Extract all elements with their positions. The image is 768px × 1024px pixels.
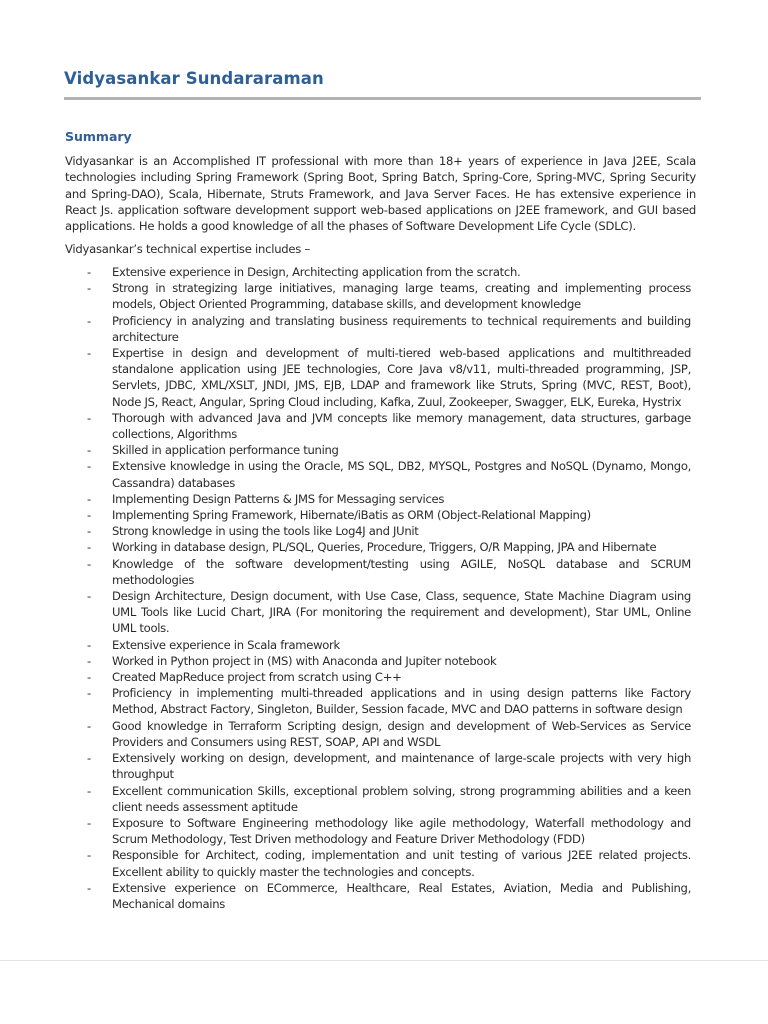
bullet-dash: - bbox=[87, 589, 91, 604]
expertise-item-text: Implementing Spring Framework, Hibernate/iBatis as ORM (Object-Relational Mapping) bbox=[112, 508, 591, 523]
expertise-item-text: Proficiency in implementing multi-threaded applications and in using design patterns like Factory Method, Abstract Factory, Singleton, Builder, Session facade, MVC and DAO patterns in software design bbox=[112, 686, 691, 717]
bullet-dash: - bbox=[87, 281, 91, 296]
bullet-dash: - bbox=[87, 556, 91, 571]
bullet-dash: - bbox=[87, 459, 91, 474]
bullet-dash: - bbox=[87, 637, 91, 652]
expertise-list-item bbox=[87, 491, 691, 507]
expertise-item-text: Knowledge of the software development/testing using AGILE, NoSQL database and SCRUM methodologies bbox=[112, 556, 691, 587]
expertise-item-text: Extensively working on design, development, and maintenance of large-scale projects with very high throughput bbox=[112, 751, 691, 782]
bullet-dash: - bbox=[87, 670, 91, 685]
expertise-list-item bbox=[87, 685, 691, 717]
bullet-dash: - bbox=[87, 540, 91, 555]
expertise-item-text: Excellent communication Skills, exceptional problem solving, strong programming abilities and a keen client needs assessment aptitude bbox=[112, 783, 691, 814]
expertise-item-text: Proficiency in analyzing and translating business requirements to technical requirements and building architecture bbox=[112, 313, 691, 344]
expertise-list-item bbox=[87, 637, 691, 653]
expertise-list-item bbox=[87, 718, 691, 750]
bullet-dash: - bbox=[87, 508, 91, 523]
bullet-dash: - bbox=[87, 313, 91, 328]
expertise-list-item bbox=[87, 847, 691, 879]
expertise-item-text: Strong knowledge in using the tools like Log4J and JUnit bbox=[112, 524, 419, 539]
page-bottom-divider bbox=[0, 960, 768, 961]
section-title-summary: Summary bbox=[65, 129, 132, 144]
expertise-item-text: Worked in Python project in (MS) with Anaconda and Jupiter notebook bbox=[112, 653, 497, 668]
expertise-item-text: Working in database design, PL/SQL, Queries, Procedure, Triggers, O/R Mapping, JPA and Hibernate bbox=[112, 540, 657, 555]
expertise-item-text: Exposure to Software Engineering methodology like agile methodology, Waterfall methodology and Scrum Methodology, Test Driven methodology and Feature Driver Methodology (FDD) bbox=[112, 815, 691, 847]
expertise-item-text: Good knowledge in Terraform Scripting design, design and development of Web-Services as Service Providers and Consumers using REST, SOAP, API and WSDL bbox=[112, 718, 691, 749]
bullet-dash: - bbox=[87, 491, 91, 506]
expertise-list-item bbox=[87, 556, 691, 588]
bullet-dash: - bbox=[87, 848, 91, 863]
expertise-item-text: Created MapReduce project from scratch using C++ bbox=[112, 670, 402, 685]
expertise-list-item bbox=[87, 345, 691, 410]
expertise-intro: Vidyasankar’s technical expertise includes – bbox=[65, 242, 311, 256]
expertise-item-text: Implementing Design Patterns & JMS for Messaging services bbox=[112, 491, 445, 506]
expertise-item-text: Expertise in design and development of multi-tiered web-based applications and multithreaded standalone application using JEE technologies, Core Java v8/v11, multi-threaded programming, JSP, Servlets, JDBC, XML/XSLT, JNDI, JMS, EJB, LDAP and framework like Struts, Spring (MVC, REST, Boot), Node JS, React, Angular, Spring Cloud including, Kafka, Zuul, Zookeeper, Swagger, ELK, Eureka, Hystrix bbox=[112, 346, 691, 409]
expertise-list-item bbox=[87, 880, 691, 912]
bullet-dash: - bbox=[87, 718, 91, 733]
bullet-dash: - bbox=[87, 815, 91, 830]
expertise-list-item bbox=[87, 653, 691, 669]
expertise-list bbox=[87, 264, 691, 912]
candidate-name: Vidyasankar Sundararaman bbox=[64, 69, 324, 88]
expertise-item-text: Extensive knowledge in using the Oracle, MS SQL, DB2, MYSQL, Postgres and NoSQL (Dynamo, Mongo, Cassandra) databases bbox=[112, 459, 691, 490]
expertise-item-text: Design Architecture, Design document, with Use Case, Class, sequence, State Machine Diagram using UML Tools like Lucid Chart, JIRA (For monitoring the requirement and development), Star UML, Online UML tools. bbox=[112, 589, 691, 636]
expertise-list-item bbox=[87, 280, 691, 312]
bullet-dash: - bbox=[87, 443, 91, 458]
expertise-list-item bbox=[87, 588, 691, 637]
summary-paragraph: Vidyasankar is an Accomplished IT professional with more than 18+ years of experience in Java J2EE, Scala technologies including Spring Framework (Spring Boot, Spring Batch, Spring-Core, Spring-MVC, Spring Security and Spring-DAO), Scala, Hibernate, Struts Framework, and Java Server Faces. He has extensive experience in React Js. application software development support web-based applications on J2EE framework, and GUI based applications. He holds a good knowledge of all the phases of Software Development Life Cycle (SDLC). bbox=[65, 154, 696, 234]
bullet-dash: - bbox=[87, 410, 91, 425]
expertise-list-item bbox=[87, 264, 691, 280]
expertise-list-item bbox=[87, 458, 691, 490]
expertise-list-item bbox=[87, 507, 691, 523]
expertise-list-item bbox=[87, 442, 691, 458]
expertise-list-item bbox=[87, 539, 691, 555]
expertise-item-text: Skilled in application performance tuning bbox=[112, 443, 339, 458]
bullet-dash: - bbox=[87, 524, 91, 539]
expertise-list-item bbox=[87, 313, 691, 345]
expertise-list-item bbox=[87, 750, 691, 782]
expertise-item-text: Extensive experience in Design, Architecting application from the scratch. bbox=[112, 265, 521, 279]
expertise-item-text: Extensive experience on ECommerce, Healthcare, Real Estates, Aviation, Media and Publishing, Mechanical domains bbox=[112, 880, 691, 911]
expertise-list-item bbox=[87, 815, 691, 847]
expertise-list-item bbox=[87, 523, 691, 539]
bullet-dash: - bbox=[87, 751, 91, 766]
expertise-list-item bbox=[87, 410, 691, 442]
bullet-dash: - bbox=[87, 265, 91, 279]
expertise-item-text: Strong in strategizing large initiatives, managing large teams, creating and implementing process models, Object Oriented Programming, database skills, and development knowledge bbox=[112, 281, 691, 312]
expertise-list-item bbox=[87, 669, 691, 685]
bullet-dash: - bbox=[87, 653, 91, 668]
expertise-item-text: Responsible for Architect, coding, implementation and unit testing of various J2EE related projects. Excellent ability to quickly master the technologies and concepts. bbox=[112, 848, 691, 879]
bullet-dash: - bbox=[87, 686, 91, 701]
name-divider bbox=[64, 97, 701, 100]
bullet-dash: - bbox=[87, 783, 91, 798]
expertise-item-text: Extensive experience in Scala framework bbox=[112, 637, 340, 652]
bullet-dash: - bbox=[87, 880, 91, 895]
expertise-list-item bbox=[87, 783, 691, 815]
expertise-item-text: Thorough with advanced Java and JVM concepts like memory management, data structures, garbage collections, Algorithms bbox=[112, 410, 691, 442]
bullet-dash: - bbox=[87, 346, 91, 361]
